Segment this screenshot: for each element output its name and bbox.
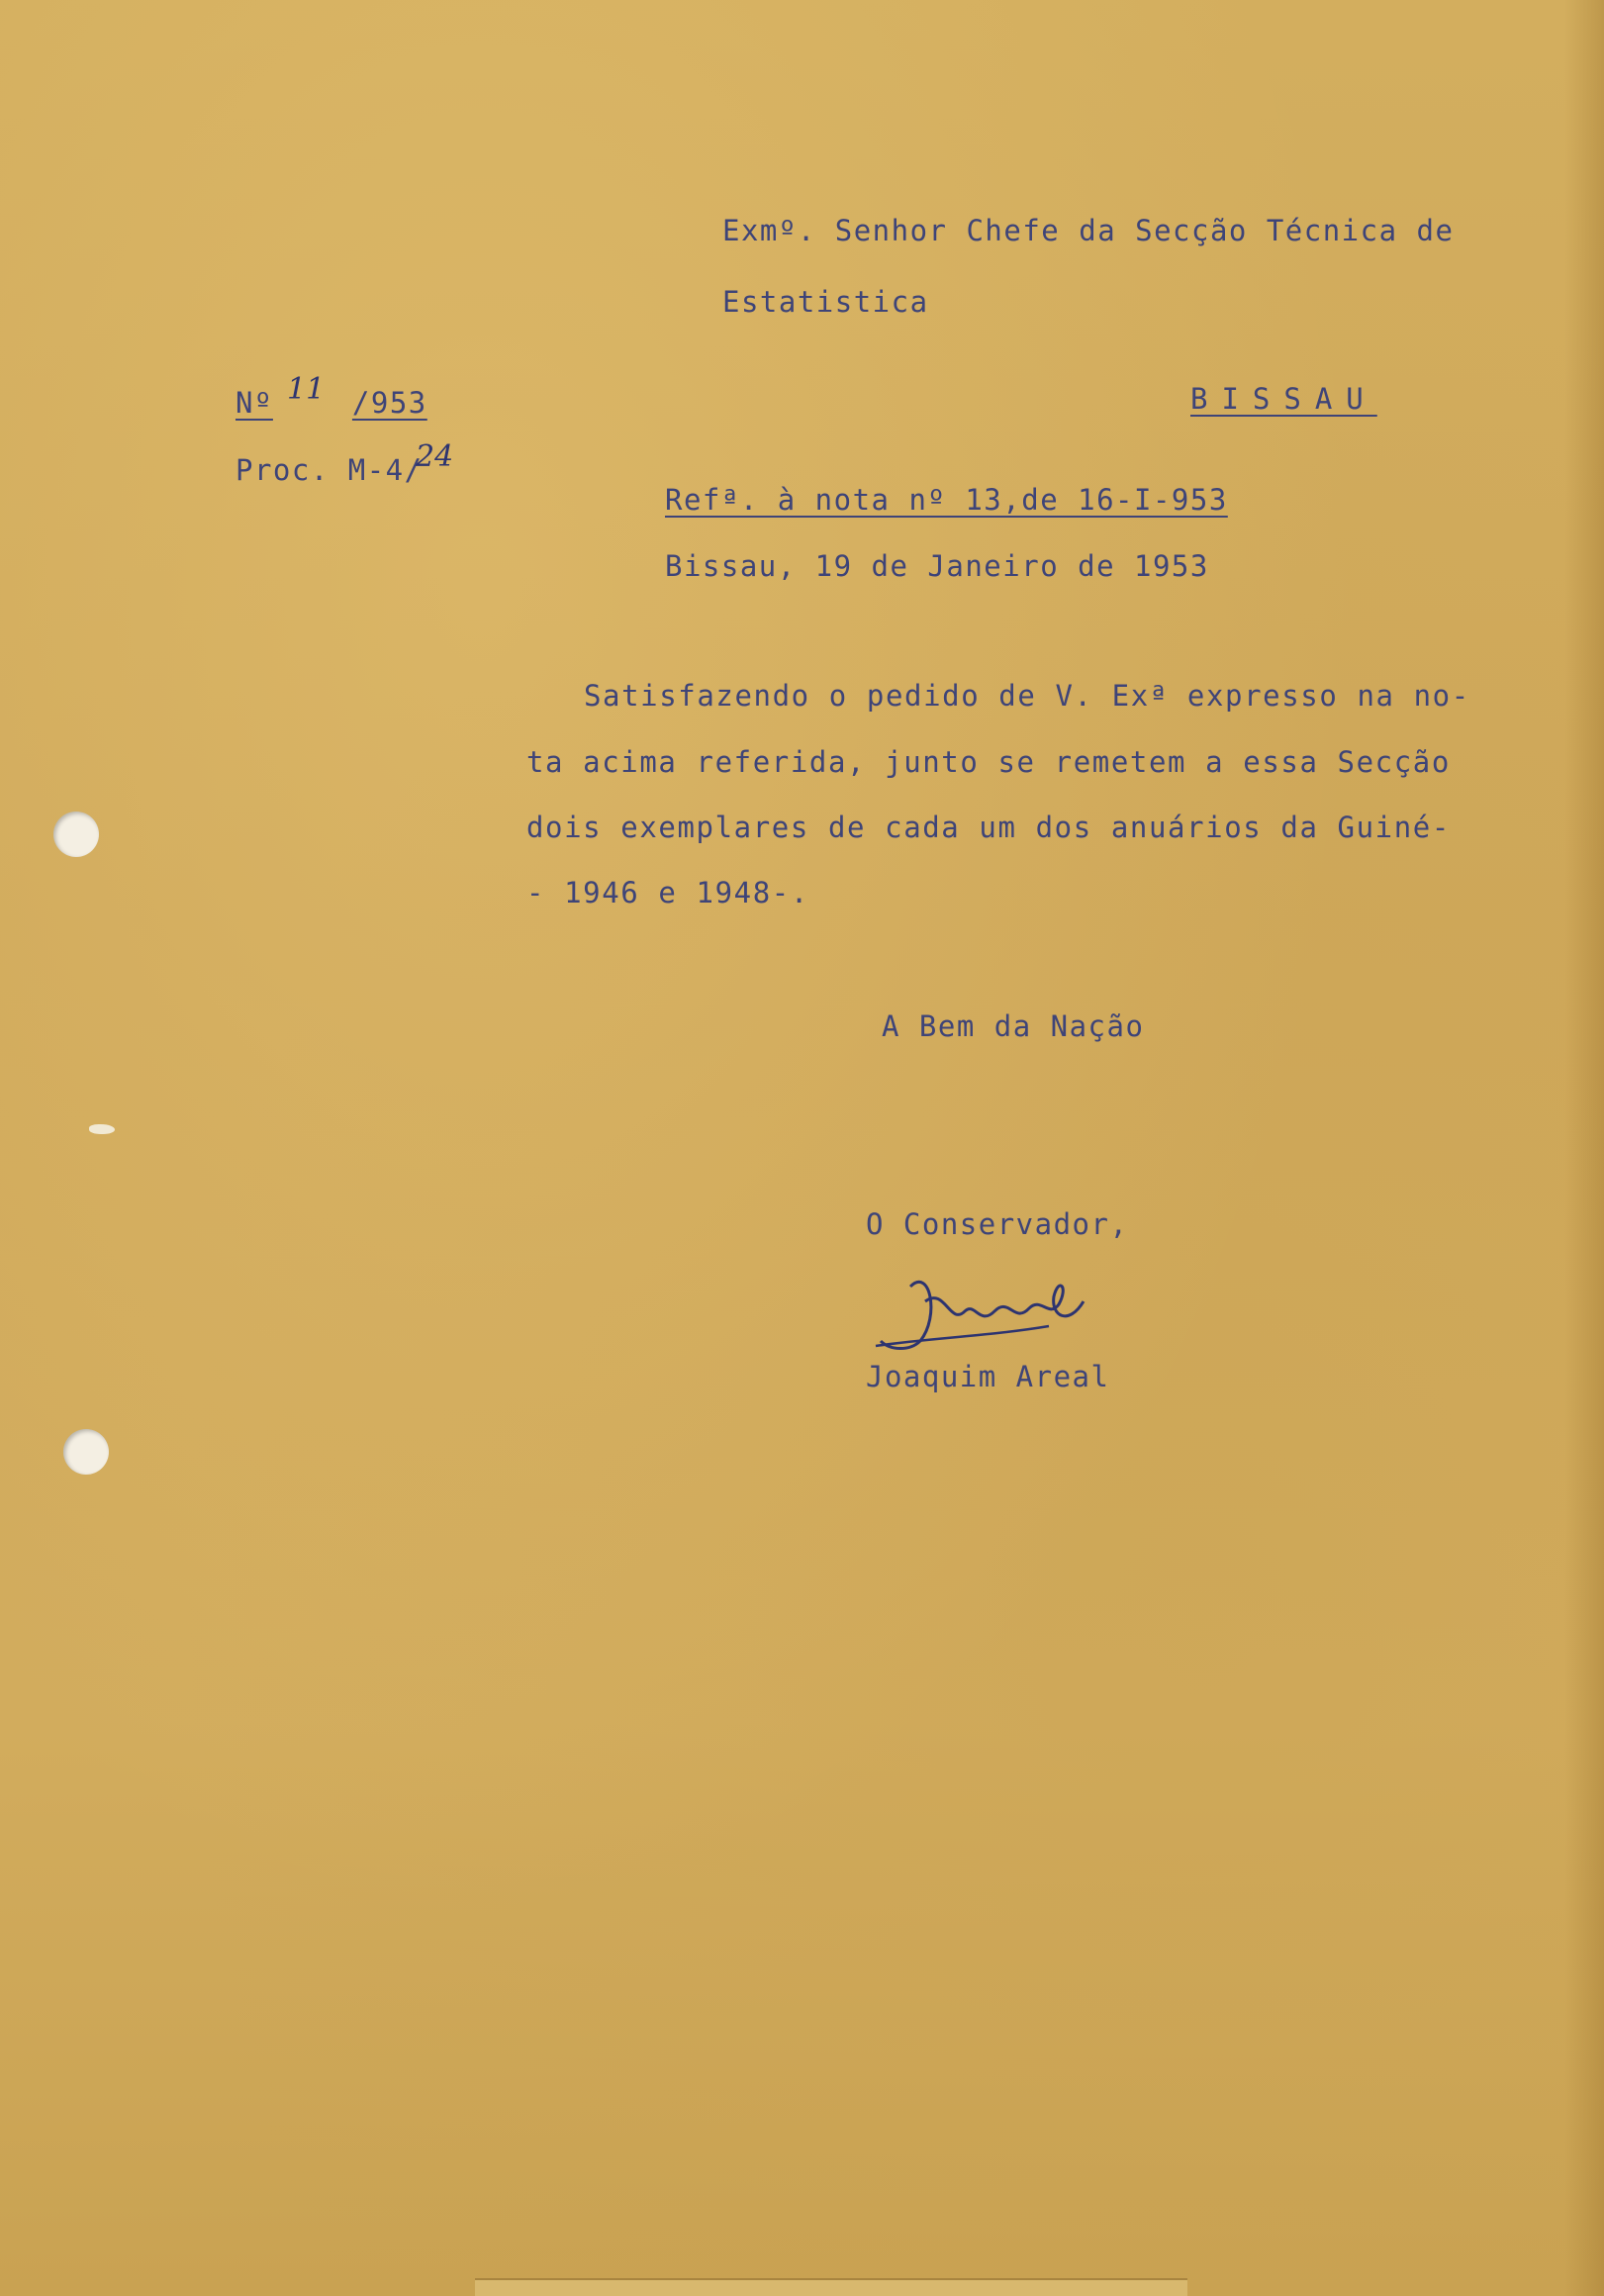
body-line: - 1946 e 1948-. bbox=[526, 876, 809, 909]
page-edge-shadow bbox=[1564, 0, 1604, 2296]
addressee-line-2: Estatistica bbox=[722, 285, 929, 319]
handwritten-process-number: 24 bbox=[416, 439, 454, 474]
process-reference: Proc. M-4/ bbox=[236, 453, 424, 487]
reference-line: Refª. à nota nº 13,de 16-I-953 bbox=[665, 483, 1228, 517]
handwritten-number: 11 bbox=[287, 372, 326, 407]
folder-tab bbox=[475, 2278, 1187, 2296]
addressee-city: BISSAU bbox=[1190, 382, 1377, 416]
closing-salutation: A Bem da Nação bbox=[882, 1009, 1145, 1043]
paper-tear-mark bbox=[89, 1124, 115, 1134]
handwritten-signature bbox=[871, 1257, 1118, 1376]
punch-hole-bottom bbox=[63, 1429, 109, 1475]
number-label: Nº bbox=[236, 386, 273, 420]
signatory-title: O Conservador, bbox=[866, 1207, 1129, 1241]
signatory-name: Joaquim Areal bbox=[866, 1360, 1110, 1393]
body-line: ta acima referida, junto se remetem a essa Secção bbox=[526, 745, 1451, 779]
document-number bbox=[236, 386, 427, 420]
date-line: Bissau, 19 de Janeiro de 1953 bbox=[665, 549, 1209, 583]
body-line: dois exemplares de cada um dos anuários da Guiné- bbox=[526, 811, 1451, 844]
addressee-line-1: Exmº. Senhor Chefe da Secção Técnica de bbox=[722, 214, 1455, 247]
number-year: /953 bbox=[351, 386, 427, 420]
body-line: Satisfazendo o pedido de V. Exª expresso na no- bbox=[584, 679, 1470, 713]
punch-hole-top bbox=[53, 812, 99, 857]
